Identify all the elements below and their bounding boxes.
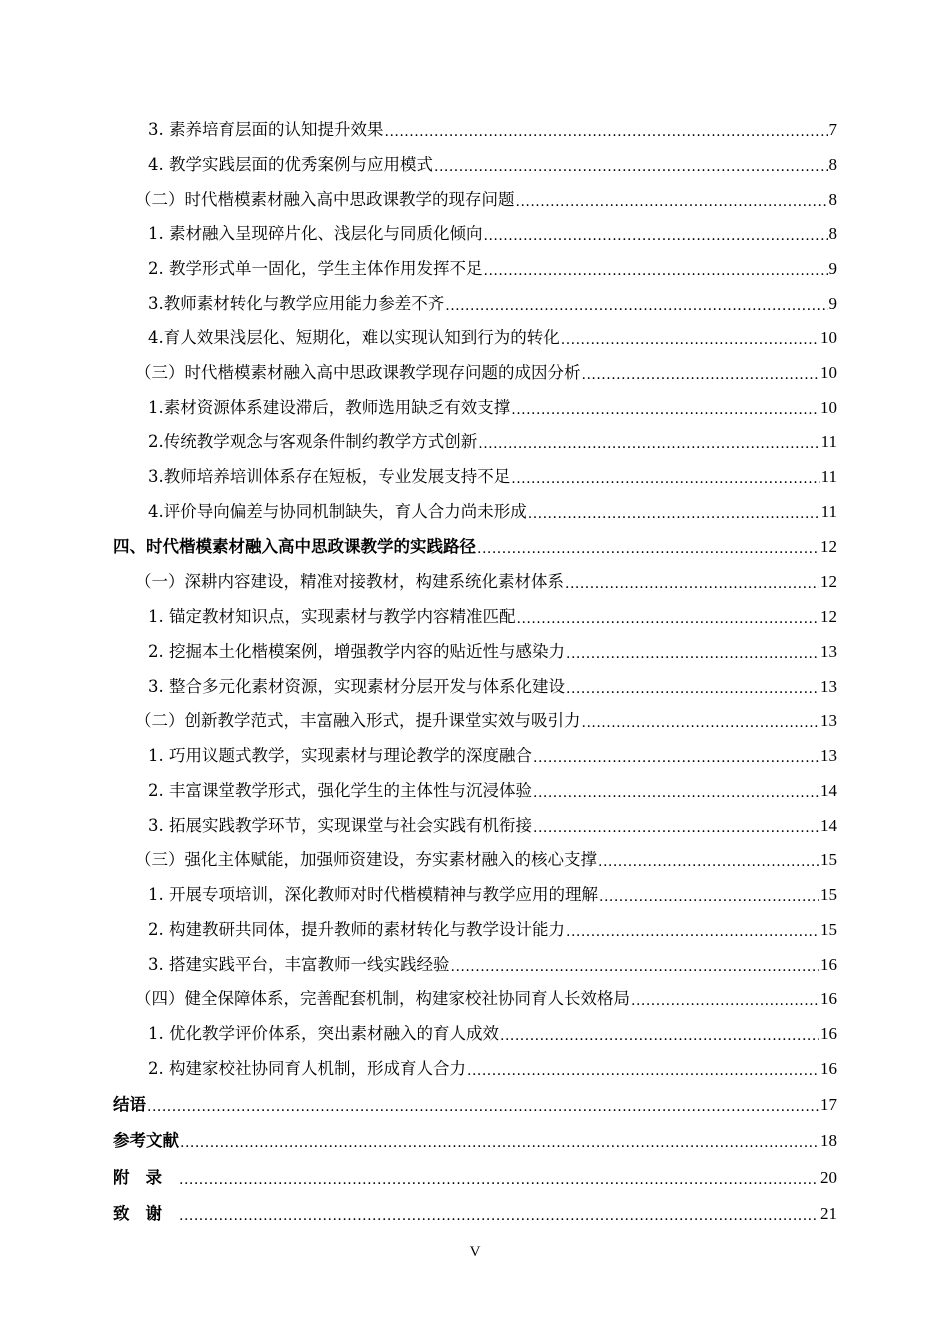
toc-entry[interactable] (148, 775, 837, 801)
toc-entry-label: 参考文献 (113, 1131, 179, 1150)
toc-entry-page: 20 (820, 1168, 837, 1187)
toc-entry-page: 16 (820, 1024, 837, 1043)
toc-entry-label: 4. 教学实践层面的优秀案例与应用模式 (148, 155, 433, 174)
toc-entry[interactable] (148, 322, 837, 348)
dot-leader (180, 1131, 819, 1151)
toc-entry-label: （三）时代楷模素材融入高中思政课教学现存问题的成因分析 (135, 363, 581, 382)
toc-entry[interactable] (148, 879, 837, 905)
toc-entry-page: 12 (820, 537, 837, 556)
toc-entry-label: 2. 挖掘本土化楷模案例，增强教学内容的贴近性与感染力 (148, 642, 565, 661)
toc-entry[interactable] (148, 914, 837, 940)
toc-entry-page: 14 (820, 781, 837, 800)
toc-entry-label: 3. 搭建实践平台，丰富教师一线实践经验 (148, 955, 450, 974)
toc-entry[interactable] (148, 740, 837, 766)
dot-leader (478, 432, 819, 452)
dot-leader (517, 607, 820, 627)
dot-leader (467, 1059, 819, 1079)
dot-leader (565, 572, 819, 592)
toc-entry-page: 11 (820, 432, 837, 451)
toc-entry-page: 7 (828, 120, 837, 139)
toc-entry-page: 8 (828, 190, 837, 209)
dot-leader (477, 537, 819, 557)
toc-entry-label: （三）强化主体赋能，加强师资建设，夯实素材融入的核心支撑 (135, 850, 597, 869)
toc-entry-label: 4.评价导向偏差与协同机制缺失，育人合力尚未形成 (148, 502, 527, 521)
dot-leader (566, 642, 819, 662)
toc-entry-page: 13 (820, 746, 837, 765)
dot-leader (511, 467, 819, 487)
dot-leader (533, 816, 819, 836)
toc-entry[interactable] (148, 426, 837, 452)
toc-entry-page: 8 (828, 155, 837, 174)
dot-leader (561, 328, 819, 348)
dot-leader (451, 955, 820, 975)
toc-entry-label: 1. 开展专项培训，深化教师对时代楷模精神与教学应用的理解 (148, 885, 598, 904)
dot-leader (582, 363, 820, 383)
toc-entry-label: 1. 锚定教材知识点，实现素材与教学内容精准匹配 (148, 607, 516, 626)
dot-leader (528, 502, 820, 522)
toc-entry-page: 13 (820, 642, 837, 661)
toc-entry-label: （二）创新教学范式，丰富融入形式，提升课堂实效与吸引力 (135, 711, 581, 730)
page-number: V (469, 1244, 481, 1260)
toc-entry-page: 10 (820, 328, 837, 347)
toc-entry-label: （四）健全保障体系，完善配套机制，构建家校社协同育人长效格局 (135, 989, 630, 1008)
dot-leader (484, 259, 828, 279)
dot-leader (533, 781, 819, 801)
toc-entry[interactable] (135, 705, 837, 731)
toc-entry-page: 15 (820, 920, 837, 939)
dot-leader (599, 885, 819, 905)
toc-entry-label: 3.教师素材转化与教学应用能力参差不齐 (148, 294, 445, 313)
toc-entry-page: 8 (828, 224, 837, 243)
dot-leader (582, 711, 820, 731)
toc-entry[interactable] (148, 1053, 837, 1079)
toc-entry-label: 1. 巧用议题式教学，实现素材与理论教学的深度融合 (148, 746, 532, 765)
dot-leader (179, 1168, 819, 1188)
toc-entry-label: 2. 构建教研共同体，提升教师的素材转化与教学设计能力 (148, 920, 565, 939)
dot-leader (598, 850, 819, 870)
toc-entry-page: 16 (820, 955, 837, 974)
dot-leader (179, 1204, 819, 1224)
toc-entry[interactable] (148, 461, 837, 487)
toc-entry[interactable] (148, 1018, 837, 1044)
toc-entry-page: 17 (820, 1095, 837, 1114)
toc-entry[interactable] (148, 810, 837, 836)
toc-entry-label: （一）深耕内容建设，精准对接教材，构建系统化素材体系 (135, 572, 564, 591)
toc-entry-page: 10 (820, 398, 837, 417)
toc-entry[interactable] (148, 671, 837, 697)
toc-chapter-entry[interactable] (113, 1089, 837, 1115)
toc-entry-page: 10 (820, 363, 837, 382)
dot-leader (147, 1095, 819, 1115)
toc-entry-label: 结语 (113, 1095, 146, 1114)
toc-entry[interactable] (135, 184, 837, 210)
toc-entry-page: 12 (820, 607, 837, 626)
toc-entry-label: 2. 构建家校社协同育人机制，形成育人合力 (148, 1059, 466, 1078)
toc-entry[interactable] (148, 149, 837, 175)
dot-leader (385, 120, 828, 140)
toc-entry[interactable] (148, 601, 837, 627)
toc-entry-label: 四、时代楷模素材融入高中思政课教学的实践路径 (113, 537, 476, 556)
toc-entry[interactable] (135, 844, 837, 870)
toc-entry-page: 21 (820, 1204, 837, 1223)
toc-entry[interactable] (148, 392, 837, 418)
dot-leader (533, 746, 819, 766)
toc-entry[interactable] (148, 636, 837, 662)
toc-entry[interactable] (148, 288, 837, 314)
dot-leader (516, 190, 828, 210)
toc-entry-label: 2. 丰富课堂教学形式，强化学生的主体性与沉浸体验 (148, 781, 532, 800)
toc-chapter-entry[interactable] (113, 531, 837, 557)
toc-entry-label: 1. 素材融入呈现碎片化、浅层化与同质化倾向 (148, 224, 483, 243)
toc-entry-label: 3. 整合多元化素材资源，实现素材分层开发与体系化建设 (148, 677, 565, 696)
toc-entry-label: 1. 优化教学评价体系，突出素材融入的育人成效 (148, 1024, 499, 1043)
dot-leader (566, 920, 819, 940)
toc-entry[interactable] (148, 218, 837, 244)
toc-entry-label: 2.传统教学观念与客观条件制约教学方式创新 (148, 432, 478, 451)
dot-leader (511, 398, 819, 418)
toc-entry-label: 致谢 (113, 1204, 178, 1223)
toc-entry-page: 15 (820, 850, 837, 869)
toc-entry[interactable] (148, 496, 837, 522)
toc-entry-page: 13 (820, 677, 837, 696)
toc-entry-page: 11 (820, 467, 837, 486)
toc-entry-label: 4.育人效果浅层化、短期化，难以实现认知到行为的转化 (148, 328, 560, 347)
toc-entry-page: 12 (820, 572, 837, 591)
toc-entry-page: 14 (820, 816, 837, 835)
toc-entry-label: 2. 教学形式单一固化，学生主体作用发挥不足 (148, 259, 483, 278)
toc-entry-page: 16 (820, 989, 837, 1008)
dot-leader (445, 294, 827, 314)
toc-entry-page: 9 (828, 294, 837, 313)
toc-entry[interactable] (135, 357, 837, 383)
toc-chapter-entry[interactable] (113, 1198, 837, 1224)
toc-entry[interactable] (135, 566, 837, 592)
toc-entry-label: 3.教师培养培训体系存在短板，专业发展支持不足 (148, 467, 511, 486)
toc-entry[interactable] (148, 114, 837, 140)
toc-entry[interactable] (148, 253, 837, 279)
dot-leader (484, 224, 828, 244)
toc-entry-label: （二）时代楷模素材融入高中思政课教学的现存问题 (135, 190, 515, 209)
toc-entry-label: 附录 (113, 1168, 178, 1187)
toc-entry-page: 15 (820, 885, 837, 904)
dot-leader (566, 677, 819, 697)
toc-entry-label: 3. 拓展实践教学环节，实现课堂与社会实践有机衔接 (148, 816, 532, 835)
toc-entry-page: 16 (820, 1059, 837, 1078)
toc-entry-label: 3. 素养培育层面的认知提升效果 (148, 120, 384, 139)
toc-entry-page: 13 (820, 711, 837, 730)
dot-leader (500, 1024, 819, 1044)
dot-leader (631, 989, 819, 1009)
toc-entry-label: 1.素材资源体系建设滞后，教师选用缺乏有效支撑 (148, 398, 511, 417)
toc-entry-page: 9 (828, 259, 837, 278)
toc-entry[interactable] (148, 949, 837, 975)
toc-entry-page: 11 (820, 502, 837, 521)
toc-chapter-entry[interactable] (113, 1125, 837, 1151)
toc-entry-page: 18 (820, 1131, 837, 1150)
dot-leader (434, 155, 828, 175)
toc-entry[interactable] (135, 983, 837, 1009)
toc-chapter-entry[interactable] (113, 1162, 837, 1188)
